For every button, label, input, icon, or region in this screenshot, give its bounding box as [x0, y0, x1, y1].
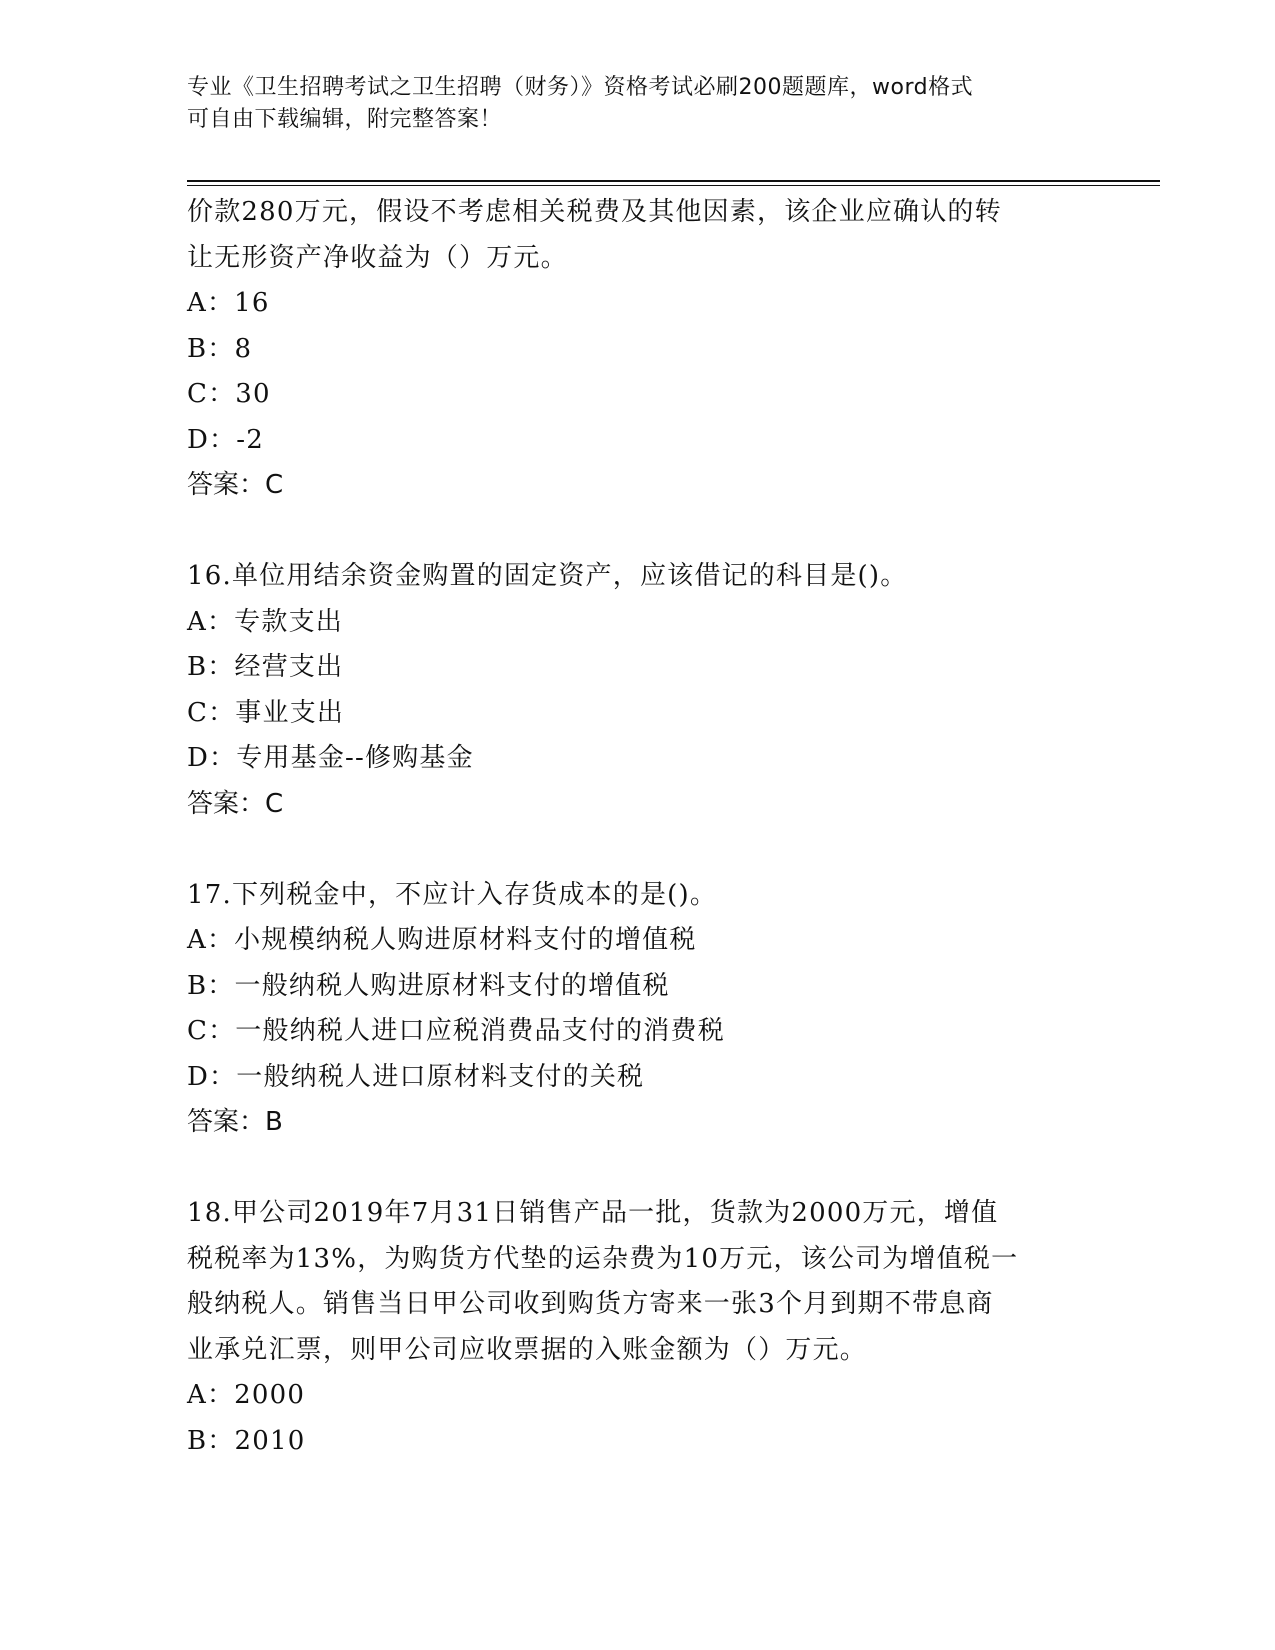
option-d: D：-2: [187, 424, 264, 455]
option-d: D：一般纳税人进口原材料支付的关税: [187, 1061, 645, 1092]
question-stem: 16.单位用结余资金购置的固定资产，应该借记的科目是()。: [187, 561, 908, 591]
question-stem: 业承兑汇票，则甲公司应收票据的入账金额为（）万元。: [187, 1334, 868, 1365]
question-spacer: [187, 827, 1087, 873]
question-spacer: [187, 1146, 1087, 1192]
option-b: B：一般纳税人购进原材料支付的增值税: [187, 970, 670, 1001]
question-stem: 让无形资产净收益为（）万元。: [187, 242, 568, 273]
option-d: D：专用基金--修购基金: [187, 743, 474, 773]
header-title-line-1: 专业《卫生招聘考试之卫生招聘（财务）》资格考试必刷200题题库，word格式: [187, 75, 974, 100]
option-c: C：事业支出: [187, 697, 345, 728]
option-b: B：2010: [187, 1425, 306, 1456]
question-stem: 17.下列税金中，不应计入存货成本的是()。: [187, 879, 718, 910]
question-stem: 税税率为13%，为购货方代垫的运杂费为10万元，该公司为增值税一: [187, 1243, 1019, 1274]
question-15: [187, 190, 1087, 509]
question-stem: 18.甲公司2019年7月31日销售产品一批，货款为2000万元，增值: [187, 1198, 999, 1228]
option-b: B：经营支出: [187, 652, 344, 682]
answer-line: 答案：C: [187, 788, 284, 819]
page-header: [187, 72, 1087, 136]
header-title-line-2: 可自由下载编辑，附完整答案！: [187, 107, 503, 132]
question-spacer: [187, 509, 1087, 555]
question-18: [187, 1191, 1087, 1464]
option-c: C：30: [187, 379, 271, 409]
option-b: B：8: [187, 333, 253, 364]
option-c: C：一般纳税人进口应税消费品支付的消费税: [187, 1016, 725, 1046]
answer-line: 答案：C: [187, 470, 284, 500]
question-stem: 价款280万元，假设不考虑相关税费及其他因素，该企业应确认的转: [187, 197, 1002, 227]
question-17: [187, 873, 1087, 1146]
option-a: A：专款支出: [187, 606, 343, 637]
option-a: A：小规模纳税人购进原材料支付的增值税: [187, 925, 697, 955]
answer-line: 答案：B: [187, 1107, 283, 1137]
header-divider-thin: [187, 185, 1160, 186]
option-a: A：2000: [187, 1380, 306, 1410]
question-stem: 般纳税人。销售当日甲公司收到购货方寄来一张3个月到期不带息商: [187, 1289, 994, 1319]
header-divider-thick: [187, 180, 1160, 182]
question-16: [187, 554, 1087, 827]
option-a: A：16: [187, 288, 270, 318]
question-content: [187, 190, 1087, 1464]
